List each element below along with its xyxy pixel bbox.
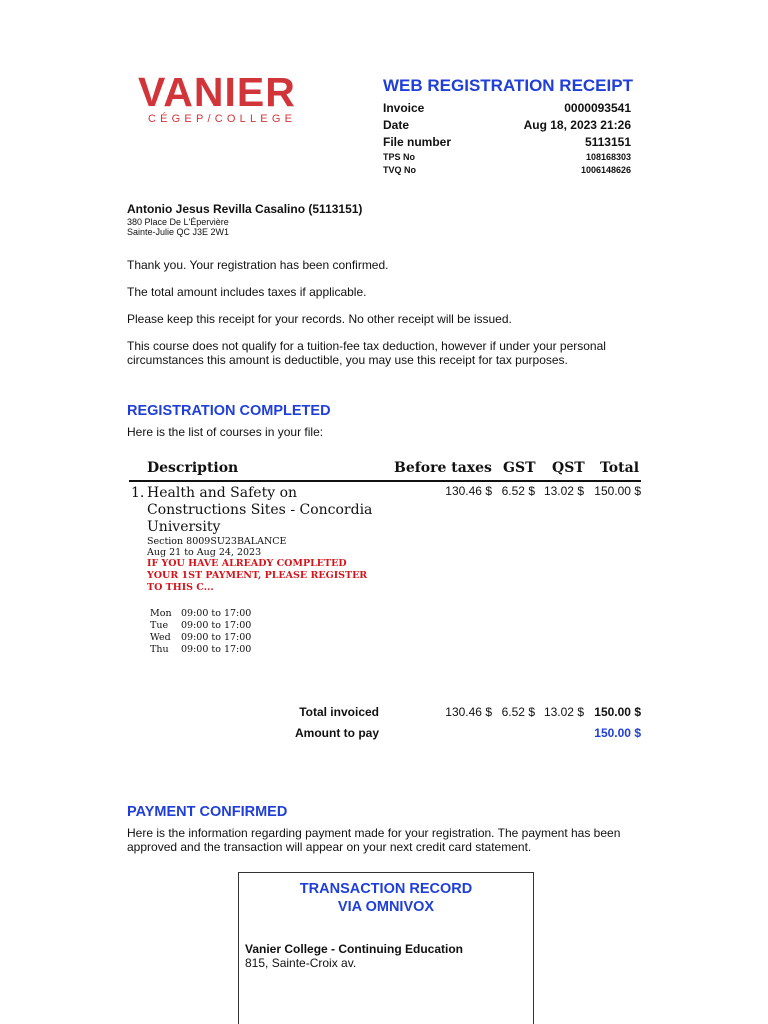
logo-wordmark: VANIER <box>138 69 296 115</box>
course-total: 150.00 $ <box>594 484 641 498</box>
schedule-day: Wed <box>150 632 171 643</box>
header-total: Total <box>600 460 640 476</box>
tps-row <box>383 151 631 164</box>
tps-value: 108168303 <box>585 152 631 162</box>
invoice-value: 0000093541 <box>564 101 631 115</box>
tvq-row <box>383 164 631 177</box>
invoice-row <box>383 100 631 117</box>
schedule-time: 09:00 to 17:00 <box>181 632 252 643</box>
total-qst: 13.02 $ <box>543 705 584 719</box>
course-gst: 6.52 $ <box>501 484 535 498</box>
thank-you-text: Thank you. Your registration has been confirmed. <box>127 258 389 272</box>
logo-subtitle: CÉGEP/COLLEGE <box>148 113 297 125</box>
transaction-organization: Vanier College - Continuing Education <box>245 942 464 956</box>
keep-receipt-note: Please keep this receipt for your records. No other receipt will be issued. <box>127 312 512 326</box>
file-number-row <box>383 134 631 151</box>
total-invoiced-amount: 150.00 $ <box>594 705 641 719</box>
header-description: Description <box>147 460 239 476</box>
payment-confirmed-heading: PAYMENT CONFIRMED <box>127 804 288 820</box>
schedule-row <box>150 632 381 644</box>
date-label: Date <box>383 118 410 132</box>
date-value: Aug 18, 2023 21:26 <box>523 118 631 132</box>
schedule-row <box>150 644 381 656</box>
schedule-day: Tue <box>150 620 169 631</box>
course-section: Section 8009SU23BALANCE <box>147 536 287 547</box>
customer-address-line-2: Sainte-Julie QC J3E 2W1 <box>127 227 230 237</box>
schedule-day: Mon <box>150 608 172 619</box>
customer-address-line-1: 380 Place De L'Épervière <box>127 217 229 227</box>
transaction-address: 815, Sainte-Croix av. <box>245 956 357 970</box>
registration-completed-heading: REGISTRATION COMPLETED <box>127 403 331 419</box>
total-before-taxes: 130.46 $ <box>445 705 492 719</box>
course-table-header <box>129 458 641 482</box>
course-before-taxes: 130.46 $ <box>445 484 492 498</box>
course-row <box>131 485 381 656</box>
course-name: Health and Safety on Constructions Sites - Concordia University <box>147 485 373 535</box>
header-gst: GST <box>503 460 536 476</box>
confirmation-text <box>127 258 637 380</box>
schedule-time: 09:00 to 17:00 <box>181 608 252 619</box>
receipt-title: WEB REGISTRATION RECEIPT <box>383 76 633 95</box>
schedule-row <box>150 608 381 620</box>
total-gst: 6.52 $ <box>501 705 535 719</box>
invoice-label: Invoice <box>383 101 425 115</box>
registration-subtitle: Here is the list of courses in your file: <box>127 425 324 439</box>
amount-to-pay-value: 150.00 $ <box>594 726 641 740</box>
customer-block <box>127 202 362 237</box>
total-invoiced-label: Total invoiced <box>299 705 379 719</box>
amount-to-pay-label: Amount to pay <box>295 726 379 740</box>
header-qst: QST <box>552 460 585 476</box>
schedule-row <box>150 620 381 632</box>
payment-text: Here is the information regarding payment made for your registration. The payment has been approved and the transaction will appear on your next credit card statement. <box>127 826 621 854</box>
taxes-note: The total amount includes taxes if applicable. <box>127 285 367 299</box>
course-dates: Aug 21 to Aug 24, 2023 <box>147 547 262 558</box>
receipt-header <box>383 76 631 177</box>
transaction-title-line-1: TRANSACTION RECORD <box>299 881 473 897</box>
vanier-logo <box>138 69 308 125</box>
schedule-day: Thu <box>150 644 169 655</box>
tvq-label: TVQ No <box>383 165 416 175</box>
tvq-value: 1006148626 <box>580 165 631 175</box>
customer-name: Antonio Jesus Revilla Casalino (5113151) <box>127 202 363 216</box>
file-number-value: 5113151 <box>584 135 631 149</box>
date-row <box>383 117 631 134</box>
schedule-time: 09:00 to 17:00 <box>181 620 252 631</box>
transaction-record-box <box>238 872 534 1024</box>
tax-deduction-note: This course does not qualify for a tuition-fee tax deduction, however if under your personal circumstances this amount is deductible, you may use this receipt for tax purposes. <box>127 339 606 367</box>
schedule-time: 09:00 to 17:00 <box>181 644 252 655</box>
tps-label: TPS No <box>383 152 416 162</box>
transaction-title-line-2: VIA OMNIVOX <box>337 899 435 915</box>
course-title <box>131 485 381 536</box>
course-number: 1. <box>131 485 145 501</box>
file-number-label: File number <box>383 135 452 149</box>
course-schedule <box>131 608 381 656</box>
course-qst: 13.02 $ <box>543 484 584 498</box>
course-warning: IF YOU HAVE ALREADY COMPLETED YOUR 1ST PAYMENT, PLEASE REGISTER TO THIS C... <box>147 558 368 593</box>
header-before-taxes: Before taxes <box>394 460 492 476</box>
